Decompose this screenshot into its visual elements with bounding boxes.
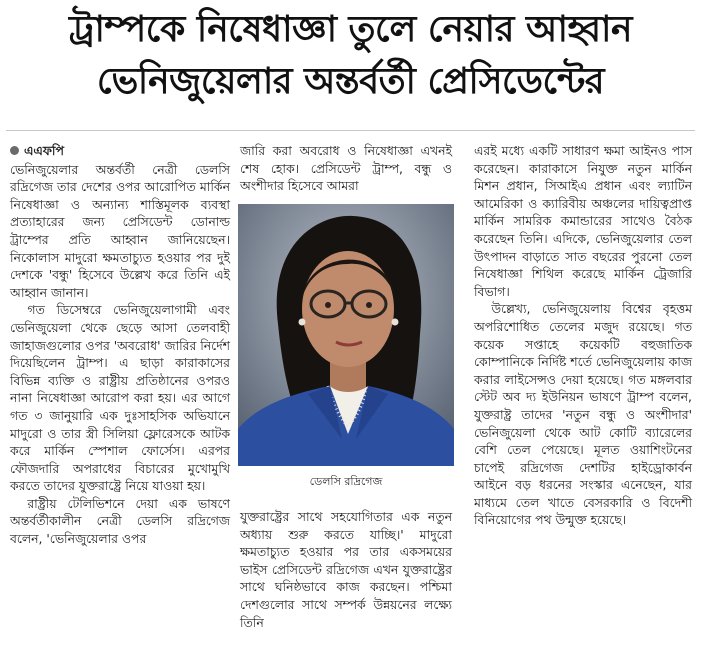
headline-line-1: ট্রাম্পকে নিষেধাজ্ঞা তুলে নেয়ার আহ্বান [69,9,632,50]
paragraph: ভেনিজুয়েলার অন্তর্বর্তী নেত্রী ডেলসি রদ্রিগেজ তার দেশের ওপর আরোপিত মার্কিন নিষেধাজ্ঞা ও অন্যান্য শাস্তিমূলক ব্যবস্থা প্রত্যাহারের জন্য প্রেসিডেন্ট ডোনাল্ড ট্রাম্পের প্রতি আহ্বান জানিয়েছেন। নিকোলাস মাদুরো ক্ষমতাচ্যুত হওয়ার পর দুই দেশকে 'বন্ধু' হিসেবে উল্লেখ করে তিনি এই আহ্বান জানান। [10,161,230,300]
photo-caption: ডেলসি রদ্রিগেজ [309,475,383,488]
byline [10,142,230,160]
paragraph: যুক্তরাষ্ট্রের সাথে সহযোগিতার এক নতুন অধ্যায় শুরু করতে যাচ্ছি।' মাদুরো ক্ষমতাচ্যুত হওয়ার পর তার একসময়ের ভাইস প্রেসিডেন্ট রদ্রিগেজ এখন যুক্তরাষ্ট্রের সাথে ঘনিষ্ঠভাবে কাজ করছেন। পশ্চিমা দেশগুলোর সাথে সম্পর্ক উন্নয়নের লক্ষ্যে তিনি [240,509,452,630]
article-column-1 [10,142,230,548]
paragraph: জারি করা অবরোধ ও নিষেধাজ্ঞা এখনই শেষ হোক। প্রেসিডেন্ট ট্রাম্প, বন্ধু ও অংশীদার হিসেবে আমরা [240,143,452,194]
paragraph: উল্লেখ্য, ভেনিজুয়েলায় বিশ্বের বৃহত্তম অপরিশোধিত তেলের মজুদ রয়েছে। গত কয়েক সপ্তাহে কয়েকটি বহুজাতিক কোম্পানিকে নির্দিষ্ট শর্তে ভেনিজুয়েলায় কাজ করার লাইসেন্সও দেয়া হয়েছে। গত মঙ্গলবার স্টেট অব দ্য ইউনিয়ন ভাষণে ট্রাম্প বলেন, যুক্তরাষ্ট্র তাদের 'নতুন বন্ধু ও অংশীদার' ভেনিজুয়েলা থেকে আট কোটি ব্যারেলের বেশি তেল পেয়েছে। মূলত ওয়াশিংটনের চাপেই রদ্রিগেজ দেশটির হাইড্রোকার্বন আইনে বড় ধরনের সংস্কার এনেছেন, যার মাধ্যমে তেল খাতে বেসরকারি ও বিদেশী বিনিয়োগের পথ উন্মুক্ত হয়েছে। [474,301,692,528]
paragraph: এরই মধ্যে একটি সাধারণ ক্ষমা আইনও পাস করেছেন। কারাকাসে নিযুক্ত নতুন মার্কিন মিশন প্রধান, সিআইএ প্রধান এবং ল্যাটিন আমেরিকা ও ক্যারিবীয় অঞ্চলের দায়িত্বপ্রাপ্ত মার্কিন সামরিক কমান্ডারের সাথেও বৈঠক করেছেন তিনি। এদিকে, ভেনিজুয়েলার তেল উৎপাদন বাড়াতে সাত বছরের পুরনো তেল নিষেধাজ্ঞা শিথিল করেছে মার্কিন ট্রেজারি বিভাগ। [474,143,692,299]
portrait-illustration [238,204,454,466]
headline-divider [6,130,695,131]
byline-source: এএফপি [24,143,64,158]
paragraph: গত ডিসেম্বরে ভেনিজুয়েলাগামী এবং ভেনিজুয়েলা থেকে ছেড়ে আসা তেলবাহী জাহাজগুলোর ওপর 'অবরোধ' জারির নির্দেশ দিয়েছিলেন ট্রাম্প। এ ছাড়া কারাকাসের বিভিন্ন ব্যক্তি ও রাষ্ট্রীয় প্রতিষ্ঠানের ওপরও নানা নিষেধাজ্ঞা আরোপ করা হয়। এর আগে গত ৩ জানুয়ারি এক দুঃসাহসিক অভিযানে মাদুরো ও তার স্ত্রী সিলিয়া ফ্লোরেসকে আটক করে মার্কিন স্পেশাল ফোর্সেস। এরপর ফৌজদারি অপরাধের বিচারের মুখোমুখি করতে তাদের যুক্তরাষ্ট্রে নিয়ে যাওয়া হয়। [10,302,230,494]
article-column-3 [474,142,692,529]
portrait-photo [238,204,454,466]
paragraph: রাষ্ট্রীয় টেলিভিশনে দেয়া এক ভাষণে অন্তর্বর্তীকালীন নেত্রী ডেলসি রদ্রিগেজ বলেন, 'ভেনিজুয়েলার ওপর [10,495,230,547]
bullet-icon [10,146,19,155]
headline-line-2: ভেনিজুয়েলার অন্তর্বর্তী প্রেসিডেন্টের [96,61,605,102]
article-column-2-top [240,142,452,195]
article-column-2-bottom [240,508,452,631]
headline [0,4,701,108]
